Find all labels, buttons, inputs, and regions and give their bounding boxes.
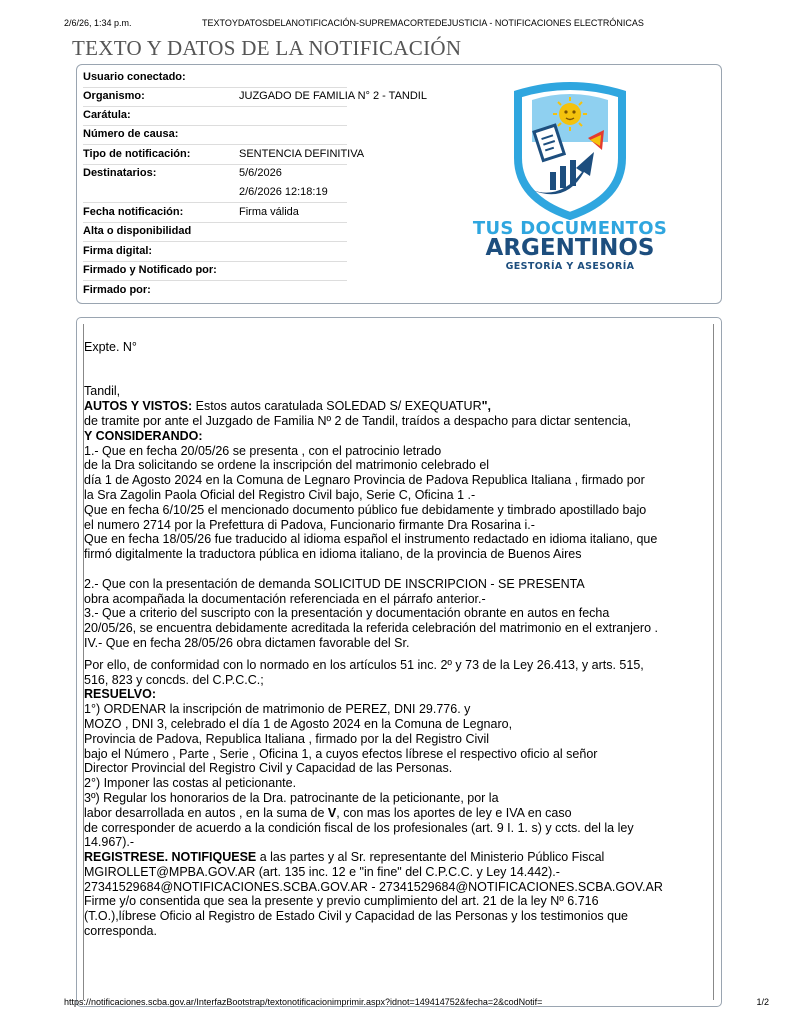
registrese-line: Firme y/o consentida que sea la presente y previo cumplimiento del art. 21 de la ley Nº 6.716: [84, 894, 599, 909]
print-datetime: 2/6/26, 1:34 p.m.: [64, 18, 132, 28]
meta-row-caratula: [83, 106, 347, 126]
page-title: TEXTO Y DATOS DE LA NOTIFICACIÓN: [72, 36, 462, 60]
autos-y-vistos-label: AUTOS Y VISTOS:: [84, 399, 193, 414]
considerando-2-line: 2.- Que con la presentación de demanda SOLICITUD DE INSCRIPCION - SE PRESENTA: [84, 576, 585, 591]
considerando-3-line: 20/05/26, se encuentra debidamente acreditada la referida celebración del matrimonio en el extranjero .: [84, 621, 658, 636]
resuelvo-3-line: [84, 806, 720, 821]
meta-value-extra: 2/6/2026 12:18:19: [239, 186, 328, 198]
notification-text: [84, 340, 720, 939]
print-footer: [64, 997, 779, 1009]
honorarios-text-end: , con mas los aportes de ley e IVA en caso: [336, 805, 572, 820]
considerando-1-line: Que en fecha 18/05/26 fue traducido al idioma español el instrumento redactado en idioma italiano, que: [84, 532, 658, 547]
print-url: https://notificaciones.scba.gov.ar/InterfazBootstrap/textonotificacionimprimir.aspx?idnot=149414752&fecha=2&codNotif=: [64, 997, 543, 1007]
meta-label: Carátula:: [83, 109, 131, 121]
honorarios-text: labor desarrollada en autos , en la suma de: [84, 805, 328, 820]
meta-row-firmado-por: [83, 281, 347, 300]
resuelvo-1-line: Provincia de Padova, Republica Italiana , firmado por la del Registro Civil: [84, 731, 490, 746]
meta-row-destinatarios: [83, 164, 347, 203]
meta-label: Usuario conectado:: [83, 71, 186, 83]
expte-line: Expte. N°: [84, 340, 137, 354]
registrese-line: [84, 850, 720, 865]
meta-row-fecha-notificacion: [83, 203, 347, 223]
meta-label: Organismo:: [83, 90, 145, 102]
meta-row-organismo: [83, 87, 427, 107]
resuelvo-3-line: de corresponder de acuerdo a la condición fiscal de los profesionales (art. 9 I. 1. s) y ccts. del la ley: [84, 820, 634, 835]
print-header: [64, 18, 779, 32]
considerando-4-line: IV.- Que en fecha 28/05/26 obra dictamen favorable del Sr.: [84, 635, 410, 650]
resuelvo-heading: RESUELVO:: [84, 687, 156, 702]
considerando-1-line: de la Dra solicitando se ordene la inscripción del matrimonio celebrado el: [84, 458, 490, 473]
notification-text-panel: [76, 317, 722, 1007]
honorarios-amount: V: [327, 805, 337, 820]
meta-row-tipo-notificacion: [83, 145, 365, 165]
registrese-line: (T.O.),líbrese Oficio al Registro de Estado Civil y Capacidad de las Personas y los testimonios que: [84, 909, 628, 924]
page-number: 1/2: [756, 997, 769, 1007]
resuelvo-1-line: bajo el Número , Parte , Serie , Oficina 1, a cuyos efectos líbrese el respectivo oficio al señor: [84, 746, 598, 761]
resuelvo-3-line: 14.967).-: [84, 835, 135, 850]
meta-value: JUZGADO DE FAMILIA N° 2 - TANDIL: [239, 90, 427, 102]
registrese-text: a las partes y al Sr. representante del Ministerio Público Fiscal: [256, 850, 605, 865]
meta-row-numero-causa: [83, 125, 347, 145]
logo-text-line1: TUS DOCUMENTOS: [472, 218, 668, 239]
considerando-1-line: firmó digitalmente la traductora pública en idioma italiano, de la provincia de Buenos Aires: [84, 547, 582, 562]
considerando-1-line: el numero 2714 por la Prefettura di Padova, Funcionario firmante Dra Rosarina i.-: [84, 517, 535, 532]
registrese-label: REGISTRESE. NOTIFIQUESE: [84, 850, 257, 865]
autos-y-vistos: [84, 399, 720, 414]
meta-value: Firma válida: [239, 206, 299, 218]
logo-text-line2: ARGENTINOS: [485, 235, 655, 261]
meta-label: Firma digital:: [83, 245, 153, 257]
considerando-1-line: Que en fecha 6/10/25 el mencionado documento público fue debidamente y timbrado apostillado bajo: [84, 502, 647, 517]
logo-text-line3: GESTORÍA Y ASESORÍA: [505, 261, 635, 272]
tramite-line: de tramite por ante el Juzgado de Familia Nº 2 de Tandil, traídos a despacho para dictar sentencia,: [84, 413, 632, 428]
resuelvo-2-line: 2°) Imponer las costas al peticionante.: [84, 776, 297, 791]
resuelvo-1-line: 1°) ORDENAR la inscripción de matrimonio de PEREZ, DNI 29.776. y: [84, 702, 471, 717]
registrese-line: MGIROLLET@MPBA.GOV.AR (art. 135 inc. 12 e "in fine" del C.P.C.C. y Ley 14.442).-: [84, 864, 560, 879]
por-ello-line: 516, 823 y concds. del C.P.C.C.;: [84, 672, 264, 687]
meta-label: Fecha notificación:: [83, 206, 184, 218]
meta-value: SENTENCIA DEFINITIVA: [239, 148, 365, 160]
resuelvo-3-line: 3º) Regular los honorarios de la Dra. patrocinante de la peticionante, por la: [84, 790, 499, 805]
considerando-1-line: día 1 de Agosto 2024 en la Comuna de Legnaro Provincia de Padova Republica Italiana , firmado por: [84, 473, 645, 488]
registrese-line: corresponda.: [84, 924, 157, 939]
meta-label: Número de causa:: [83, 128, 179, 140]
meta-row-firma-digital: [83, 242, 347, 262]
logo-tus-documentos-argentinos: [470, 80, 670, 275]
meta-label: Destinatarios:: [83, 167, 157, 179]
meta-label: Firmado por:: [83, 284, 151, 296]
autos-y-vistos-end: ",: [481, 399, 492, 414]
por-ello-line: Por ello, de conformidad con lo normado en los artículos 51 inc. 2º y 73 de la Ley 26.413, y arts. 515,: [84, 657, 644, 672]
meta-value: 5/6/2026: [239, 167, 282, 179]
meta-row-firmado-notificado: [83, 261, 347, 281]
meta-row-usuario: [83, 68, 347, 88]
considerando-heading: Y CONSIDERANDO:: [84, 428, 203, 443]
resuelvo-1-line: Director Provincial del Registro Civil y Capacidad de las Personas.: [84, 761, 453, 776]
considerando-1-line: 1.- Que en fecha 20/05/26 se presenta , con el patrocinio letrado: [84, 443, 442, 458]
meta-label: Alta o disponibilidad: [83, 225, 192, 237]
meta-label: Tipo de notificación:: [83, 148, 191, 160]
print-page-title: TEXTOYDATOSDELANOTIFICACIÓN-SUPREMACORTEDEJUSTICIA - NOTIFICACIONES ELECTRÓNICAS: [202, 18, 644, 28]
meta-label: Firmado y Notificado por:: [83, 264, 217, 276]
autos-y-vistos-text: Estos autos caratulada SOLEDAD S/ EXEQUATUR: [192, 399, 482, 414]
considerando-3-line: 3.- Que a criterio del suscripto con la presentación y documentación obrante en autos en fecha: [84, 606, 610, 621]
registrese-line: 27341529684@NOTIFICACIONES.SCBA.GOV.AR - 27341529684@NOTIFICACIONES.SCBA.GOV.AR: [84, 879, 663, 894]
shield-logo-icon: [470, 80, 670, 220]
considerando-1-line: la Sra Zagolin Paola Oficial del Registro Civil bajo, Serie C, Oficina 1 .-: [84, 487, 476, 502]
considerando-2-line: obra acompañada la documentación referenciada en el párrafo anterior.-: [84, 591, 486, 606]
meta-row-alta: [83, 222, 347, 242]
tandil-line: Tandil,: [84, 384, 121, 399]
resuelvo-1-line: MOZO , DNI 3, celebrado el día 1 de Agosto 2024 en la Comuna de Legnaro,: [84, 716, 513, 731]
